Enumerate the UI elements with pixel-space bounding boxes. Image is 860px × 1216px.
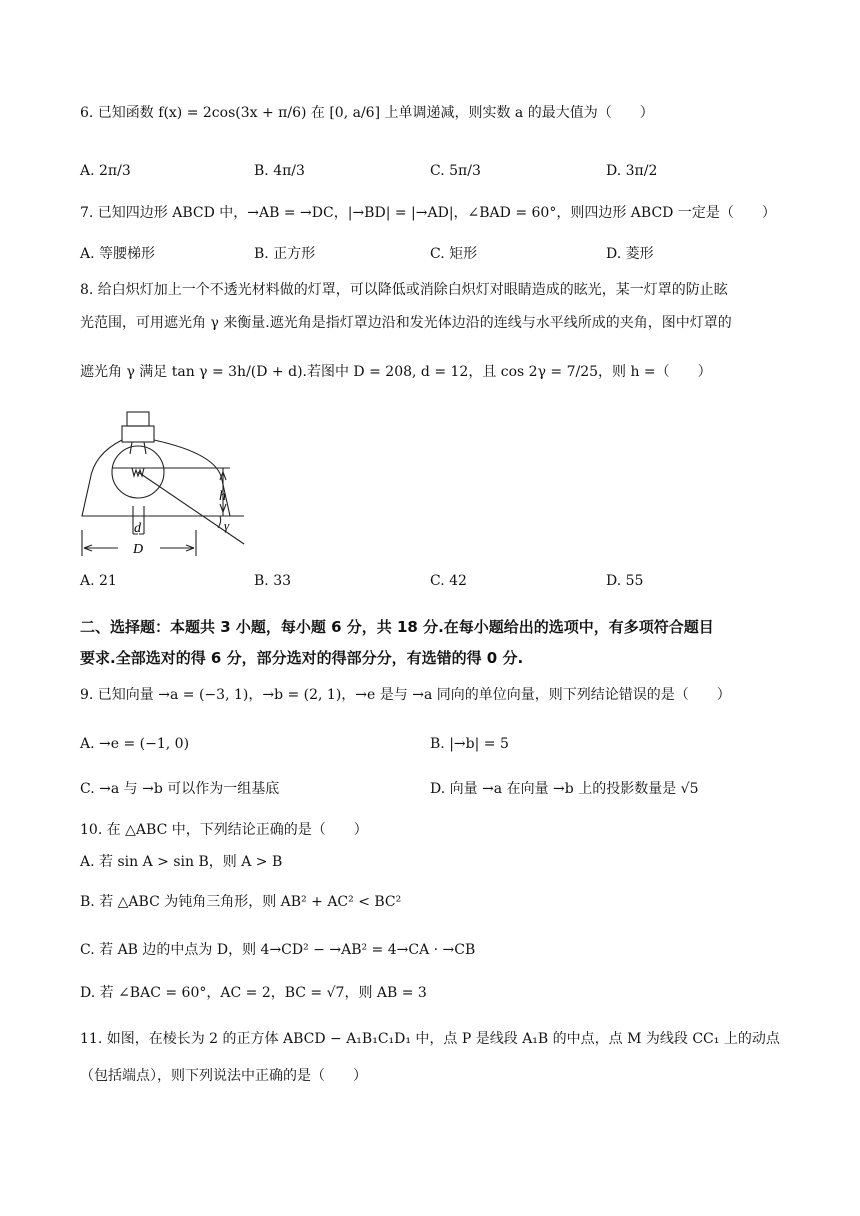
label-D: D xyxy=(133,542,144,557)
q11-stem-line2: （包括端点），则下列说法中正确的是（ ） xyxy=(80,1068,367,1084)
section2-heading-line2: 要求.全部选对的得 6 分，部分选对的得部分分，有选错的得 0 分. xyxy=(80,649,524,667)
label-gamma: γ xyxy=(224,518,230,533)
q10-option-c: C. 若 AB 边的中点为 D，则 4→CD² − →AB² = 4→CA · →CB xyxy=(80,942,476,958)
q10-option-a: A. 若 sin A > sin B，则 A > B xyxy=(80,854,283,870)
q7-option-d: D. 菱形 xyxy=(606,246,654,262)
q9-option-c: C. →a 与 →b 可以作为一组基底 xyxy=(80,781,280,797)
lamp-shade xyxy=(82,440,230,516)
q7-option-c: C. 矩形 xyxy=(430,246,478,262)
socket-top xyxy=(127,412,149,426)
label-h: h xyxy=(219,489,226,504)
q8-stem-line2: 光范围，可用遮光角 γ 来衡量.遮光角是指灯罩边沿和发光体边沿的连线与水平线所成的夹角，图中灯罩的 xyxy=(80,315,732,331)
q11-stem-line1: 11. 如图，在棱长为 2 的正方体 ABCD − A₁B₁C₁D₁ 中，点 P 是线段 A₁B 的中点，点 M 为线段 CC₁ 上的动点 xyxy=(80,1031,780,1047)
q6-option-b: B. 4π/3 xyxy=(254,163,305,179)
lampshade-figure xyxy=(78,410,248,562)
q9-option-d: D. 向量 →a 在向量 →b 上的投影数量是 √5 xyxy=(430,781,699,797)
socket-body xyxy=(122,426,154,442)
q9-option-b: B. |→b| = 5 xyxy=(430,736,509,752)
q8-option-c: C. 42 xyxy=(430,573,467,589)
q10-option-d: D. 若 ∠BAC = 60°，AC = 2，BC = √7，则 AB = 3 xyxy=(80,985,427,1001)
q8-stem-line1: 8. 给白炽灯加上一个不透光材料做的灯罩，可以降低或消除白炽灯对眼睛造成的眩光，某一灯罩的防止眩 xyxy=(80,282,728,298)
q6-stem: 6. 已知函数 f(x) = 2cos(3x + π/6) 在 [0, a/6] 上单调递减，则实数 a 的最大值为（ ） xyxy=(80,105,654,121)
q7-option-a: A. 等腰梯形 xyxy=(80,246,156,262)
q6-option-a: A. 2π/3 xyxy=(80,163,131,179)
q7-option-b: B. 正方形 xyxy=(254,246,316,262)
section2-heading-line1: 二、选择题：本题共 3 小题，每小题 6 分，共 18 分.在每小题给出的选项中，有多项符合题目 xyxy=(80,618,714,636)
q6-option-d: D. 3π/2 xyxy=(606,163,658,179)
q8-option-a: A. 21 xyxy=(80,573,117,589)
q10-option-b: B. 若 △ABC 为钝角三角形，则 AB² + AC² < BC² xyxy=(80,894,402,910)
q8-option-b: B. 33 xyxy=(254,573,292,589)
q7-stem: 7. 已知四边形 ABCD 中，→AB = →DC，|→BD| = |→AD|，∠BAD = 60°，则四边形 ABCD 一定是（ ） xyxy=(80,205,776,221)
q6-option-c: C. 5π/3 xyxy=(430,163,481,179)
q10-stem: 10. 在 △ABC 中，下列结论正确的是（ ） xyxy=(80,822,368,838)
q8-stem-line3: 遮光角 γ 满足 tan γ = 3h/(D + d).若图中 D = 208, d = 12，且 cos 2γ = 7/25，则 h =（ ） xyxy=(80,364,712,380)
label-d: d xyxy=(134,521,141,536)
q8-option-d: D. 55 xyxy=(606,573,644,589)
q9-stem: 9. 已知向量 →a = (−3, 1)，→b = (2, 1)，→e 是与 →a 同向的单位向量，则下列结论错误的是（ ） xyxy=(80,687,731,703)
q9-option-a: A. →e = (−1, 0) xyxy=(80,736,190,752)
